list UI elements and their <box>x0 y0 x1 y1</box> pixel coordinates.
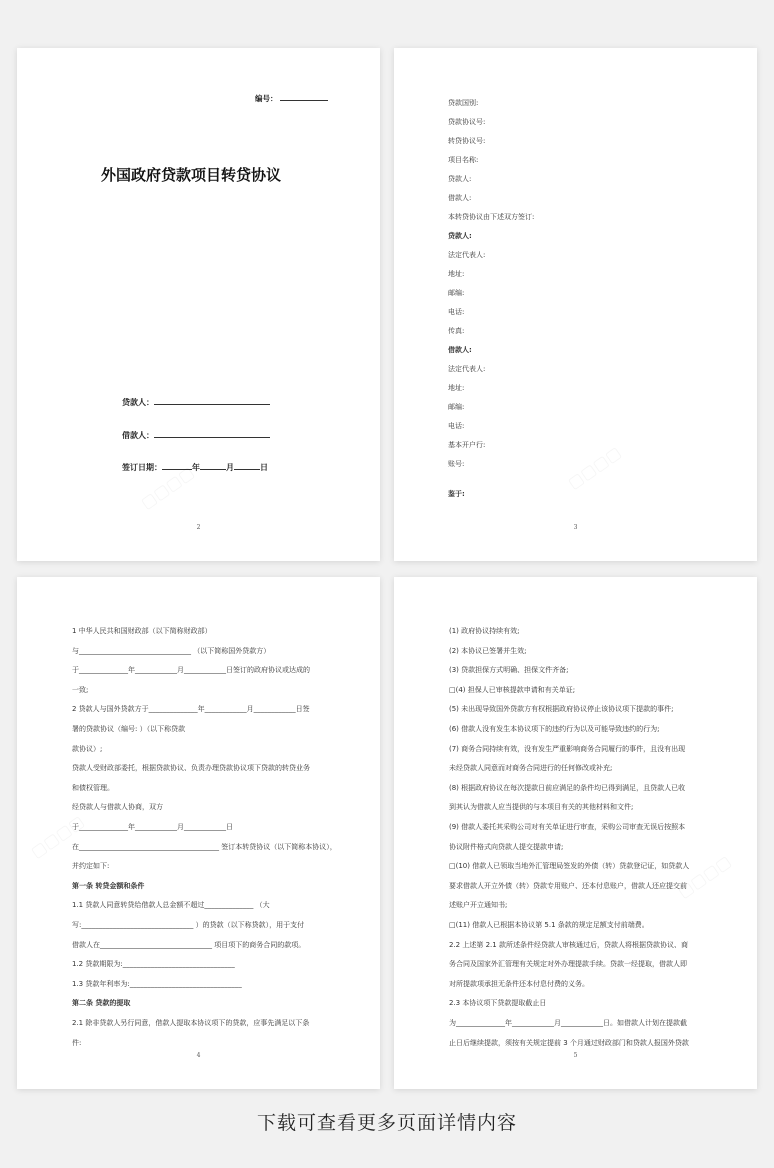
borrower-signature-line <box>122 429 270 441</box>
text-line: □(4) 担保人已审核提款申请和有关单证; <box>449 685 576 694</box>
text-line: (5) 未出现导致国外贷款方有权根据政府协议停止该协议项下提款的事件; <box>449 705 674 714</box>
text-line: 协议附件格式向贷款人提交提款申请; <box>449 842 564 851</box>
contract-number-field <box>255 93 328 104</box>
text-line: □(10) 借款人已领取当地外汇管理局签发的外债（转）贷款登记证，如贷款人 <box>449 862 690 871</box>
text-line: 与________________________________ （以下简称国外贷款方） <box>72 646 271 655</box>
text-line: 传真: <box>448 327 465 335</box>
text-line: 2.1 除非贷款人另行同意，借款人提取本协议项下的贷款，应事先满足以下条 <box>72 1019 310 1027</box>
text-line: (8) 根据政府协议在每次提款日前应满足的条件均已得到满足，且贷款人已收 <box>449 783 686 792</box>
text-line: 务合同及国家外汇管理有关规定对外办理提款手续。贷款一经提取，借款人即 <box>449 960 687 969</box>
lender-signature-line <box>122 396 270 408</box>
text-line: 经贷款人与借款人协商，双方 <box>72 803 163 812</box>
text-line: 本转贷协议由下述双方签订: <box>448 213 535 221</box>
lender-label: 贷款人： <box>122 398 154 407</box>
signing-date-label: 签订日期： <box>122 463 162 472</box>
watermark <box>27 811 87 861</box>
text-line: 邮编: <box>448 403 465 411</box>
text-line: 款协议）; <box>72 744 103 753</box>
text-line: 和债权管理。 <box>72 783 114 792</box>
text-line: 邮编: <box>448 289 465 297</box>
text-line: (7) 商务合同持续有效，没有发生严重影响商务合同履行的事件，且没有出现 <box>449 744 686 753</box>
text-line: 贷款国别: <box>448 99 479 107</box>
page-number: 5 <box>573 1052 578 1059</box>
text-line: 借款人: <box>448 346 472 354</box>
text-line: 借款人: <box>448 194 472 202</box>
text-line: 2.3 本协议项下贷款提取截止日 <box>449 999 547 1008</box>
contract-number-label: 编号： <box>255 94 278 103</box>
text-line: 电话: <box>448 422 465 430</box>
text-line: 转贷协议号: <box>448 137 486 145</box>
text-line: 1 中华人民共和国财政部（以下简称财政部） <box>72 627 212 635</box>
text-line: 1.2 贷款期限为:________________________________ <box>72 960 235 969</box>
text-line: 在________________________________________ 签订本转贷协议（以下简称本协议）， <box>72 842 337 851</box>
text-line: 贷款人: <box>448 232 472 240</box>
text-line: 到其认为借款人应当提供的与本项目有关的其他材料和文件; <box>449 803 634 812</box>
download-caption: 下载可查看更多页面详情内容 <box>256 1112 517 1134</box>
text-line: 署的贷款协议（编号: ）（以下称贷款 <box>72 725 186 733</box>
text-line: 法定代表人: <box>448 251 486 259</box>
text-line: 第一条 转贷金额和条件 <box>72 881 145 890</box>
text-line: 为______________年____________月____________日。如借款人计划在提款截 <box>449 1019 687 1027</box>
year-blank <box>162 461 192 470</box>
text-line: 贷款协议号: <box>448 118 486 126</box>
document-page-3 <box>394 48 757 561</box>
text-line: (6) 借款人没有发生本协议项下的违约行为以及可能导致违约的行为; <box>449 725 660 733</box>
text-line: 件: <box>72 1038 82 1047</box>
watermark <box>674 851 734 901</box>
text-line: 未经贷款人同意而对商务合同进行的任何修改或补充; <box>449 764 613 773</box>
page-number: 3 <box>573 524 578 531</box>
text-line: 第二条 贷款的提取 <box>72 999 131 1008</box>
text-line: (3) 贷款担保方式明确、担保文件齐备; <box>449 666 569 675</box>
text-line: (9) 借款人委托其采购公司对有关单证进行审查，采购公司审查无误后按照本 <box>449 823 686 831</box>
text-line: 2.2 上述第 2.1 款所述条件经贷款人审核通过后，贷款人将根据贷款协议、商 <box>449 940 688 949</box>
signing-date-line <box>122 461 268 473</box>
text-line: 法定代表人: <box>448 365 486 373</box>
text-line: 账号: <box>448 460 465 468</box>
text-line: 要求借款人开立外债（转）贷款专用账户、还本付息账户，借款人还应提交前 <box>449 881 687 890</box>
page-number: 2 <box>196 524 201 531</box>
text-line: (2) 本协议已签署并生效; <box>449 646 527 655</box>
text-line: 地址: <box>448 270 465 278</box>
text-line: 于______________年____________月____________日 <box>72 823 233 831</box>
text-line: 鉴于: <box>448 490 465 498</box>
text-line: (1) 政府协议持续有效; <box>449 627 520 635</box>
text-line: 地址: <box>448 384 465 392</box>
document-page-5 <box>394 577 757 1089</box>
text-line: 写:________________________________ ）的贷款（以下称贷款），用于支付 <box>72 921 305 929</box>
day-blank <box>234 461 260 470</box>
watermark <box>564 442 624 492</box>
text-line: 贷款人受财政部委托，根据贷款协议、负责办理贷款协议项下贷款的转贷业务 <box>72 764 310 773</box>
text-line: 于______________年____________月____________日签订的政府协议或达成的 <box>72 666 310 675</box>
text-line: 借款人在________________________________ 项目项下的商务合同的款项。 <box>72 940 306 949</box>
document-page-4 <box>17 577 380 1089</box>
text-line: □(11) 借款人已根据本协议第 5.1 条款的规定足额支付前端费。 <box>449 921 649 929</box>
text-line: 2 贷款人与国外贷款方于______________年____________月____________日签 <box>72 705 310 714</box>
borrower-label: 借款人： <box>122 431 154 440</box>
month-blank <box>200 461 226 470</box>
day-label: 日 <box>260 463 268 472</box>
lender-blank <box>154 396 270 405</box>
text-line: 基本开户行: <box>448 441 486 449</box>
text-line: 贷款人: <box>448 175 472 183</box>
document-title: 外国政府贷款项目转贷协议 <box>101 166 282 184</box>
document-page-cover <box>17 48 380 561</box>
text-line: 述账户开立通知书; <box>449 901 508 910</box>
borrower-blank <box>154 429 270 438</box>
month-label: 月 <box>226 463 234 472</box>
contract-number-blank <box>280 93 328 101</box>
page-number: 4 <box>196 1052 201 1059</box>
year-label: 年 <box>192 463 200 472</box>
text-line: 电话: <box>448 308 465 316</box>
text-line: 止日后继续提款，须按有关规定提前 3 个月通过财政部门和贷款人报国外贷款 <box>449 1038 689 1047</box>
text-line: 项目名称: <box>448 156 479 164</box>
text-line: 1.1 贷款人同意转贷给借款人总金额不超过______________ （大 <box>72 901 270 910</box>
text-line: 1.3 贷款年利率为:________________________________ <box>72 979 242 988</box>
text-line: 并约定如下: <box>72 862 110 871</box>
text-line: 对所提款项承担无条件还本付息付费的义务。 <box>449 979 589 988</box>
text-line: 一致; <box>72 685 89 694</box>
